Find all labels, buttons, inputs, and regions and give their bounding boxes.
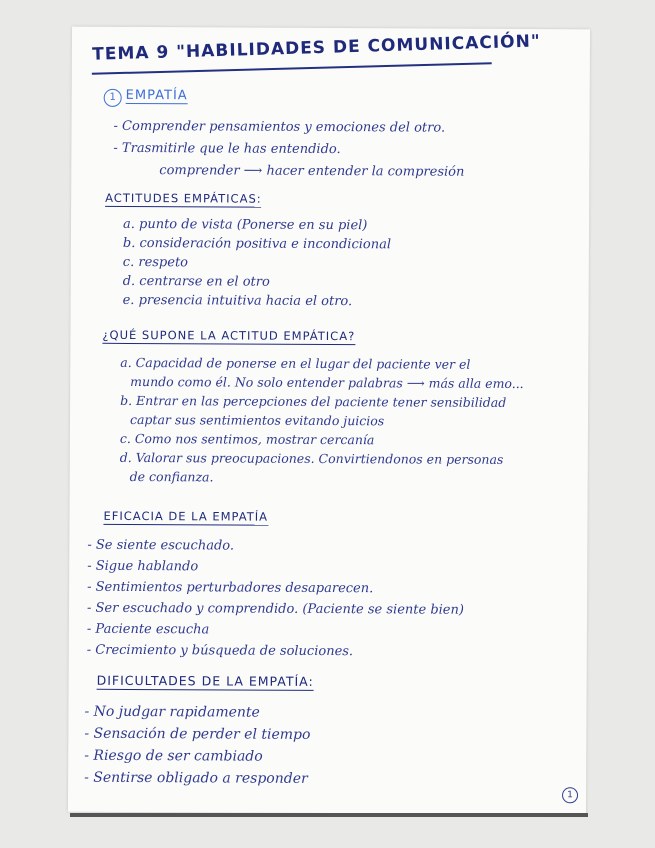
- list-item: - Sentimientos perturbadores desaparecen.: [87, 579, 374, 597]
- list-item: - Sigue hablando: [87, 558, 199, 575]
- list-item: - Ser escuchado y comprendido. (Paciente se siente bien): [86, 600, 465, 618]
- intro-line-3: comprender ⟶ hacer entender la compresión: [159, 163, 465, 180]
- section-title: EMPATÍA: [125, 87, 188, 104]
- list-item: de confianza.: [129, 468, 214, 485]
- section-number: 1: [104, 89, 122, 107]
- list-item: - Sentirse obligado a responder: [84, 769, 308, 787]
- page-bottom-edge: [70, 813, 588, 817]
- actitudes-heading: ACTITUDES EMPÁTICAS:: [105, 190, 262, 206]
- list-item: a. Capacidad de ponerse en el lugar del paciente ver el: [120, 354, 471, 372]
- page-number: 1: [562, 787, 578, 803]
- page-title: TEMA 9 "HABILIDADES DE COMUNICACIÓN": [91, 31, 541, 65]
- eficacia-list: [87, 535, 465, 663]
- intro-line-2: - Trasmitirle que le has entendido.: [113, 140, 341, 158]
- list-item: - Sensación de perder el tiempo: [84, 725, 311, 743]
- intro-line-1: - Comprender pensamientos y emociones del otro.: [113, 118, 446, 136]
- list-item: b. Entrar en las percepciones del paciente tener sensibilidad: [120, 392, 507, 410]
- supone-heading: ¿QUÉ SUPONE LA ACTITUD EMPÁTICA?: [102, 327, 356, 344]
- dificultades-heading: DIFICULTADES DE LA EMPATÍA:: [96, 672, 314, 689]
- eficacia-heading: EFICACIA DE LA EMPATÍA: [103, 508, 269, 524]
- list-item: c. respeto: [122, 254, 189, 271]
- list-item: mundo como él. No solo entender palabras ⟶ más alla emo...: [130, 373, 524, 392]
- list-item: d. Valorar sus preocupaciones. Convirtiendonos en personas: [119, 449, 504, 467]
- list-item: - Paciente escucha: [86, 621, 210, 638]
- supone-list: [120, 353, 524, 488]
- list-item: a. punto de vista (Ponerse en su piel): [122, 216, 368, 234]
- notebook-page: [68, 27, 590, 815]
- list-item: - No judgar rapidamente: [84, 703, 260, 721]
- list-item: - Riesgo de ser cambiado: [84, 747, 263, 765]
- list-item: b. consideración positiva e incondicional: [122, 235, 392, 253]
- list-item: c. Como nos sentimos, mostrar cercanía: [119, 430, 375, 448]
- list-item: d. centrarse en el otro: [122, 273, 270, 290]
- title-underline: [92, 62, 492, 74]
- list-item: captar sus sentimientos evitando juicios: [129, 411, 385, 429]
- actitudes-list: [123, 215, 392, 311]
- list-item: - Crecimiento y búsqueda de soluciones.: [86, 642, 354, 660]
- list-item: e. presencia intuitiva hacia el otro.: [122, 292, 353, 310]
- list-item: - Se siente escuchado.: [87, 537, 235, 554]
- dificultades-list: [84, 701, 311, 790]
